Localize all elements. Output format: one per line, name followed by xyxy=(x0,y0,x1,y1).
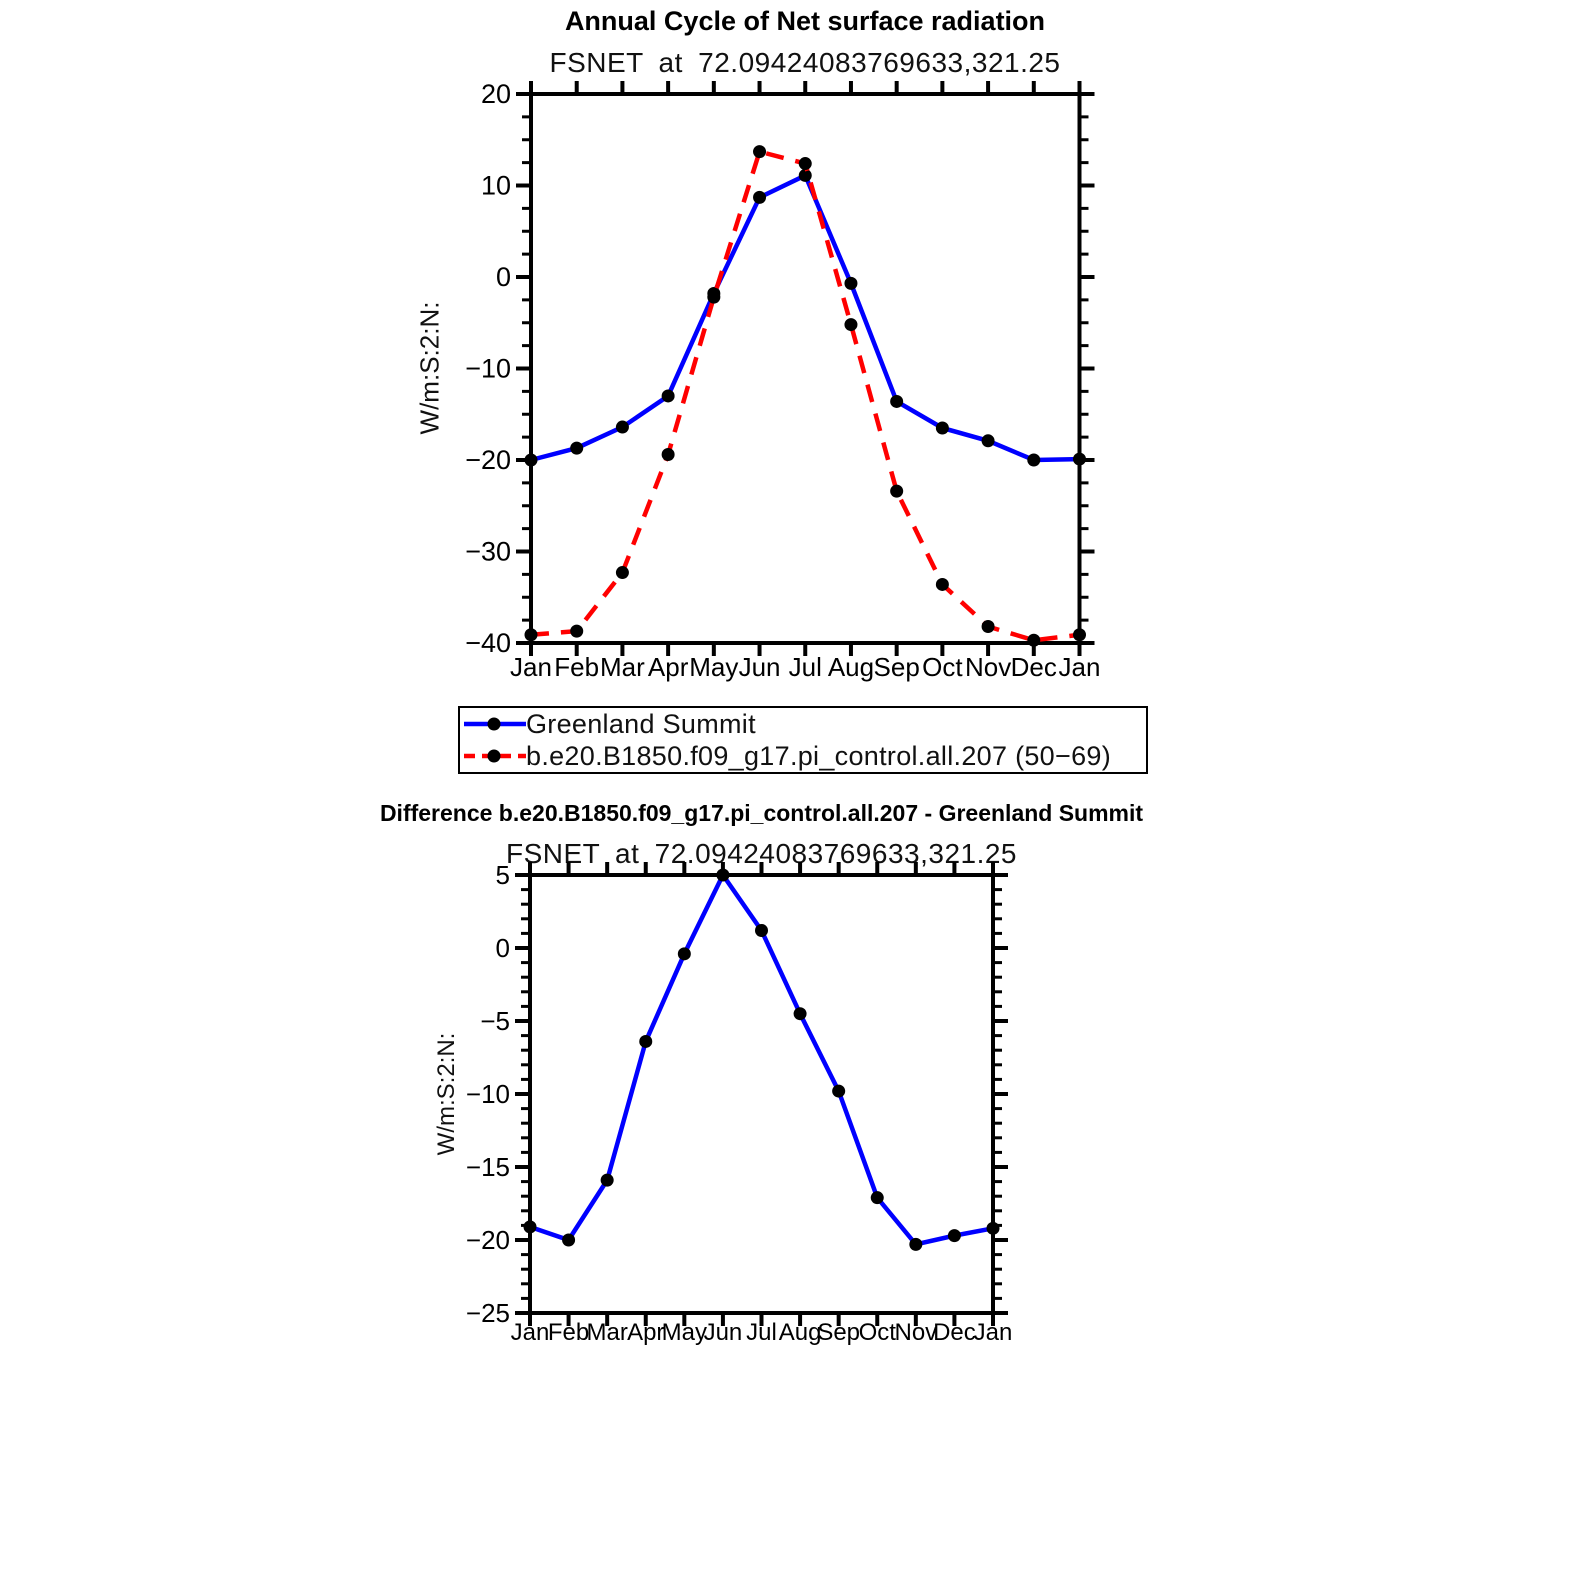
x-tick-label: Apr xyxy=(627,1319,665,1346)
x-tick-label: Jan xyxy=(510,652,552,682)
data-point-marker xyxy=(1027,634,1040,647)
y-tick-label: −20 xyxy=(465,445,511,476)
data-point-marker xyxy=(524,1220,537,1233)
y-tick-label: 0 xyxy=(495,932,510,963)
data-point-marker xyxy=(987,1222,1000,1235)
series-1 xyxy=(525,145,1087,647)
legend-line-sample-red-dashed xyxy=(464,748,526,764)
data-point-marker xyxy=(570,625,583,638)
series-0 xyxy=(525,169,1087,467)
y-tick-label: −15 xyxy=(465,1151,510,1182)
x-tick-label: Feb xyxy=(547,1319,590,1346)
x-tick-label: Jul xyxy=(788,652,822,682)
data-point-marker xyxy=(832,1085,845,1098)
y-tick-label: 10 xyxy=(480,170,511,201)
legend-entry-greenland-summit xyxy=(464,708,1146,740)
data-point-marker xyxy=(639,1035,652,1048)
data-point-marker xyxy=(1073,628,1086,641)
data-point-marker xyxy=(753,191,766,204)
x-tick-label: Jun xyxy=(703,1319,743,1346)
data-point-marker xyxy=(662,389,675,402)
y-tick-label: −5 xyxy=(480,1005,510,1036)
series-line-1 xyxy=(531,152,1080,641)
top-chart-title: Annual Cycle of Net surface radiation xyxy=(564,6,1046,36)
data-point-marker xyxy=(909,1238,922,1251)
x-tick-label: Oct xyxy=(922,652,963,682)
legend-entry-model-control-run xyxy=(464,740,1146,772)
difference-chart-canvas xyxy=(420,845,1060,1355)
x-tick-label: May xyxy=(661,1319,708,1346)
difference-chart-subtitle: FSNET at 72.09424083769633,321.25 xyxy=(505,838,1018,869)
x-tick-label: Nov xyxy=(964,652,1012,682)
x-tick-label: Aug xyxy=(778,1319,822,1346)
y-tick-label: 20 xyxy=(480,79,511,110)
data-point-marker xyxy=(890,395,903,408)
data-point-marker xyxy=(948,1229,961,1242)
top-chart-canvas xyxy=(395,70,1135,710)
data-point-marker xyxy=(982,434,995,447)
x-tick-label: Sep xyxy=(817,1319,861,1346)
y-tick-label: −25 xyxy=(465,1297,510,1328)
x-tick-label: Dec xyxy=(933,1319,976,1346)
data-point-marker xyxy=(844,277,857,290)
x-tick-label: Mar xyxy=(586,1319,628,1346)
x-tick-label: May xyxy=(689,652,739,682)
data-point-marker xyxy=(936,421,949,434)
data-point-marker xyxy=(616,566,629,579)
data-point-marker xyxy=(562,1234,575,1247)
data-point-marker xyxy=(570,442,583,455)
x-tick-label: Nov xyxy=(894,1319,938,1346)
series-0 xyxy=(524,869,1000,1251)
data-point-marker xyxy=(1027,454,1040,467)
y-tick-label: 5 xyxy=(495,859,510,890)
data-point-marker xyxy=(890,485,903,498)
data-point-marker xyxy=(525,628,538,641)
x-tick-label: Dec xyxy=(1010,652,1057,682)
x-tick-label: Feb xyxy=(554,652,600,682)
data-point-marker xyxy=(678,947,691,960)
legend-box xyxy=(458,706,1148,774)
x-tick-label: Jun xyxy=(738,652,781,682)
x-tick-label: Jan xyxy=(1058,652,1101,682)
data-point-marker xyxy=(601,1174,614,1187)
axes xyxy=(466,860,1012,1346)
x-tick-label: Jan xyxy=(973,1319,1013,1346)
legend-line-sample-blue-solid xyxy=(464,716,526,732)
data-point-marker xyxy=(525,454,538,467)
data-point-marker xyxy=(799,157,812,170)
data-point-marker xyxy=(936,578,949,591)
x-tick-label: Jan xyxy=(510,1319,550,1346)
data-point-marker xyxy=(662,448,675,461)
y-tick-label: 0 xyxy=(495,262,511,293)
difference-chart-title: Difference b.e20.B1850.f09_g17.pi_control.all.207 - Greenland Summit xyxy=(379,800,1144,826)
x-tick-label: Aug xyxy=(827,652,875,682)
difference-chart-y-axis-title: W/m:S:2:N: xyxy=(433,1032,460,1156)
legend-label-model-control-run: b.e20.B1850.f09_g17.pi_control.all.207 (50−69) xyxy=(526,740,1111,771)
data-point-marker xyxy=(753,145,766,158)
y-tick-label: −40 xyxy=(465,628,511,659)
y-tick-label: −20 xyxy=(465,1224,510,1255)
axes xyxy=(465,79,1100,682)
data-point-marker xyxy=(616,421,629,434)
x-tick-label: Sep xyxy=(873,652,920,682)
data-point-marker xyxy=(707,291,720,304)
data-point-marker xyxy=(1073,453,1086,466)
data-point-marker xyxy=(794,1007,807,1020)
legend-label-greenland-summit: Greenland Summit xyxy=(526,708,756,739)
x-tick-label: Jul xyxy=(746,1319,777,1346)
top-chart-subtitle: FSNET at 72.09424083769633,321.25 xyxy=(549,47,1061,78)
data-point-marker xyxy=(716,869,729,882)
y-tick-label: −10 xyxy=(465,1078,510,1109)
x-tick-label: Oct xyxy=(858,1319,896,1346)
data-point-marker xyxy=(755,924,768,937)
x-tick-label: Apr xyxy=(647,652,689,682)
y-tick-label: −10 xyxy=(465,353,511,384)
x-tick-label: Mar xyxy=(600,652,645,682)
top-chart-y-axis-title: W/m:S:2:N: xyxy=(414,301,445,435)
y-tick-label: −30 xyxy=(465,536,511,567)
series-line-0 xyxy=(531,175,1080,460)
data-point-marker xyxy=(844,318,857,331)
data-point-marker xyxy=(871,1191,884,1204)
data-point-marker xyxy=(982,620,995,633)
